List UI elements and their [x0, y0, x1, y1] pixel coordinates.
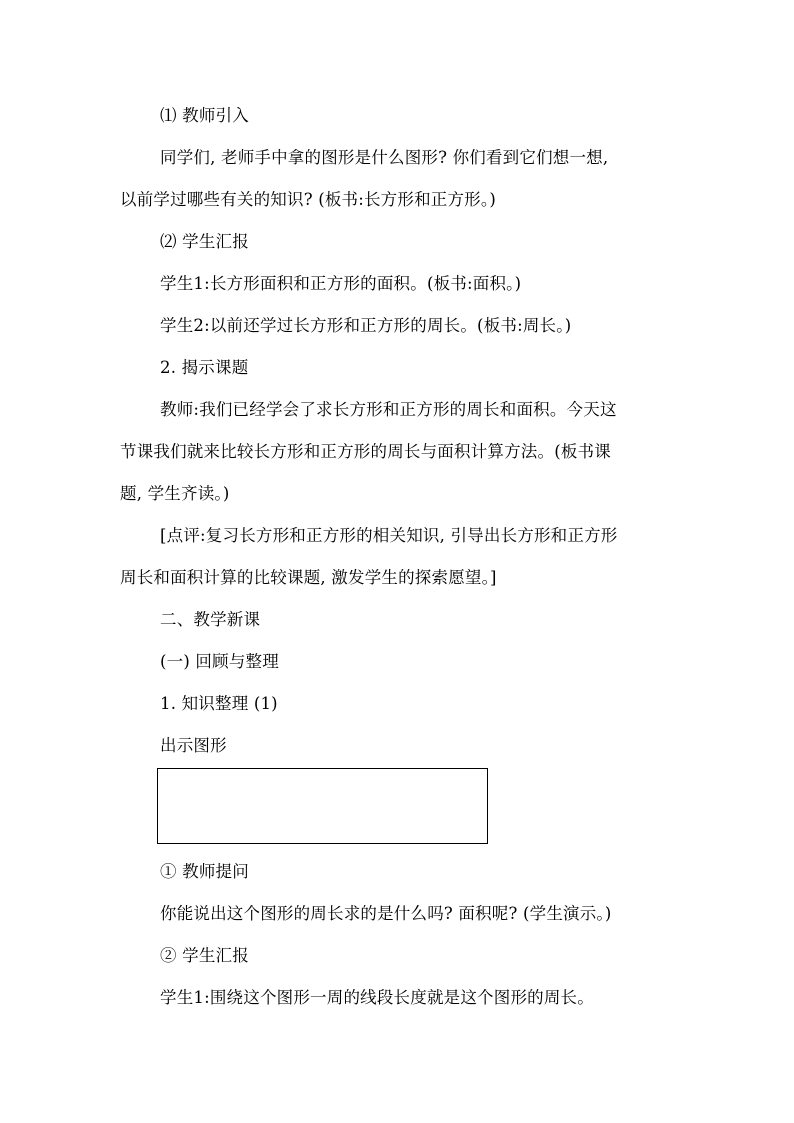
paragraph-line: 同学们, 老师手中拿的图形是什么图形? 你们看到它们想一想, [160, 148, 609, 167]
comment-line: [点评:复习长方形和正方形的相关知识, 引导出长方形和正方形 [160, 526, 618, 545]
paragraph-line: 以前学过哪些有关的知识? (板书:长方形和正方形。) [120, 190, 496, 209]
rectangle-figure [157, 768, 488, 844]
subsection-heading: (一) 回顾与整理 [160, 652, 279, 671]
paragraph-line: 你能说出这个图形的周长求的是什么吗? 面积呢? (学生演示。) [160, 904, 612, 923]
paragraph-line: 出示图形 [160, 736, 227, 755]
heading-teacher-intro: ⑴ 教师引入 [160, 106, 249, 125]
item-heading: 1. 知识整理 (1) [160, 694, 278, 713]
section-heading: 二、教学新课 [160, 610, 261, 629]
heading-reveal-topic: 2. 揭示课题 [160, 358, 249, 377]
heading-student-report-2: ② 学生汇报 [160, 946, 249, 965]
heading-student-report: ⑵ 学生汇报 [160, 232, 249, 251]
heading-teacher-question: ① 教师提问 [160, 862, 249, 881]
paragraph-line: 教师:我们已经学会了求长方形和正方形的周长和面积。今天这 [160, 400, 617, 419]
paragraph-line: 节课我们就来比较长方形和正方形的周长与面积计算方法。(板书课 [120, 442, 611, 461]
paragraph-line: 题, 学生齐读。) [120, 484, 230, 503]
paragraph-line: 学生2:以前还学过长方形和正方形的周长。(板书:周长。) [160, 316, 572, 335]
comment-line: 周长和面积计算的比较课题, 激发学生的探索愿望。] [120, 568, 497, 587]
paragraph-line: 学生1:长方形面积和正方形的面积。(板书:面积。) [160, 274, 522, 293]
paragraph-line: 学生1:围绕这个图形一周的线段长度就是这个图形的周长。 [160, 988, 594, 1007]
